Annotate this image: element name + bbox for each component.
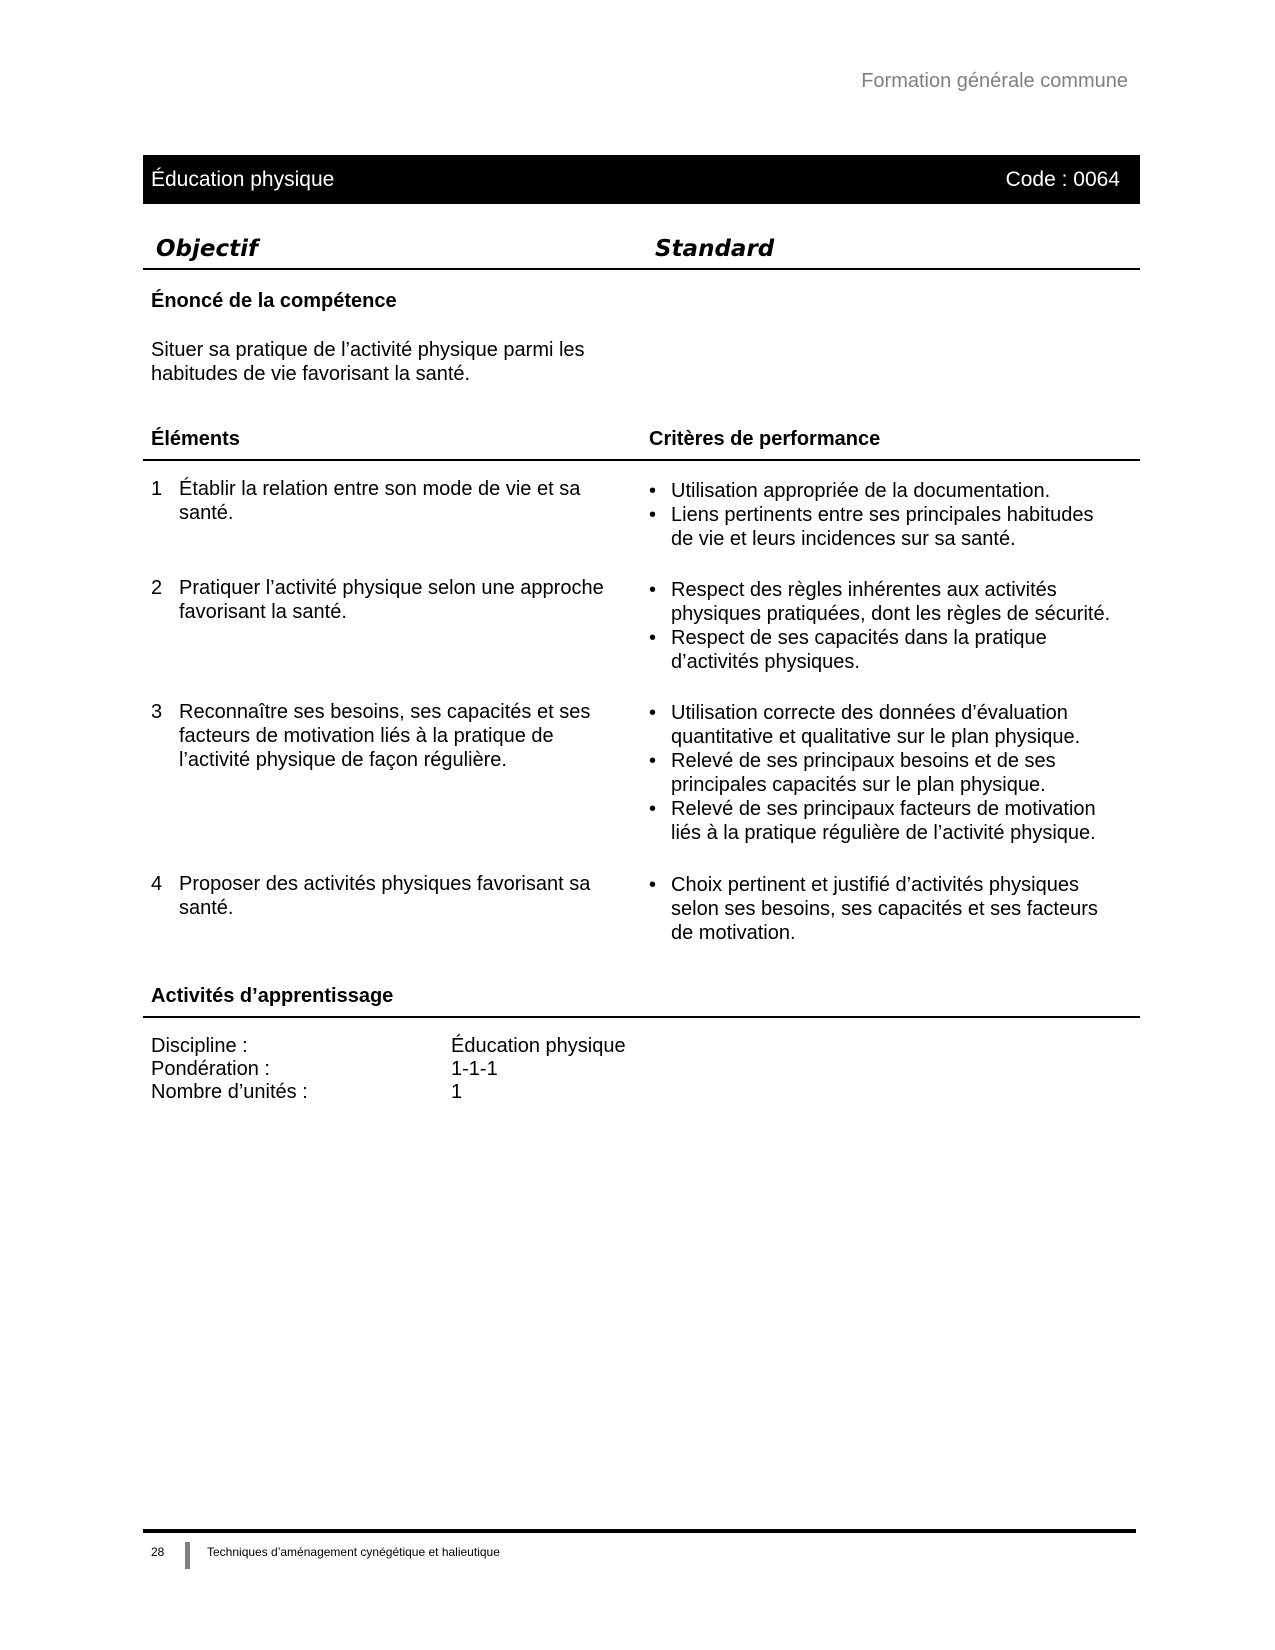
criterion-line: Utilisation appropriée de la documentation. (671, 480, 1051, 502)
element-line: santé. (179, 502, 234, 524)
element-line: Pratiquer l’activité physique selon une approche (179, 577, 604, 599)
element-number: 4 (151, 873, 163, 895)
element-item (151, 477, 631, 525)
page-number: 28 (151, 1545, 165, 1559)
standard-heading: Standard (655, 236, 775, 262)
detail-label: Discipline : (151, 1035, 248, 1057)
element-item (151, 576, 631, 624)
criterion-item (649, 626, 1139, 674)
criterion-item (649, 797, 1139, 845)
detail-label: Pondération : (151, 1058, 270, 1080)
program-title: Techniques d’aménagement cynégétique et halieutique (207, 1545, 500, 1559)
detail-value: 1-1-1 (451, 1058, 498, 1080)
criterion-item (649, 701, 1139, 749)
criterion-line: Respect de ses capacités dans la pratique (671, 627, 1047, 649)
criterion-line: de motivation. (671, 922, 796, 944)
detail-label: Nombre d’unités : (151, 1081, 308, 1103)
criterion-line: d’activités physiques. (671, 651, 860, 673)
detail-row (151, 1035, 626, 1058)
bullet-icon: • (649, 627, 657, 649)
criterion-line: Choix pertinent et justifié d’activités physiques (671, 874, 1079, 896)
activities-heading: Activités d’apprentissage (151, 985, 394, 1007)
element-line: favorisant la santé. (179, 601, 347, 623)
criterion-item (649, 479, 1139, 503)
criterion-line: quantitative et qualitative sur le plan physique. (671, 726, 1081, 748)
element-line: santé. (179, 897, 234, 919)
criterion-line: selon ses besoins, ses capacités et ses facteurs (671, 898, 1098, 920)
element-text (179, 576, 631, 624)
competence-heading: Énoncé de la compétence (151, 290, 397, 312)
competence-line: habitudes de vie favorisant la santé. (151, 363, 471, 385)
criteria-list (649, 479, 1139, 551)
detail-value: Éducation physique (451, 1035, 626, 1057)
objective-heading: Objectif (156, 236, 259, 262)
element-text (179, 872, 631, 920)
element-number: 2 (151, 577, 163, 599)
bullet-icon: • (649, 480, 657, 502)
element-line: l’activité physique de façon régulière. (179, 749, 507, 771)
footer-rule (143, 1529, 1136, 1533)
element-item (151, 872, 631, 920)
criterion-line: de vie et leurs incidences sur sa santé. (671, 528, 1016, 550)
element-line: Établir la relation entre son mode de vie et sa (179, 478, 581, 500)
column-headings (143, 236, 1140, 270)
footer-divider (185, 1542, 190, 1569)
criterion-item (649, 503, 1139, 551)
bullet-icon: • (649, 504, 657, 526)
element-line: Reconnaître ses besoins, ses capacités et ses (179, 701, 591, 723)
criteria-heading: Critères de performance (649, 428, 881, 450)
detail-value: 1 (451, 1081, 463, 1103)
bullet-icon: • (649, 798, 657, 820)
element-number: 3 (151, 701, 163, 723)
elements-heading: Éléments (151, 428, 240, 450)
activities-details (151, 1035, 626, 1104)
criterion-item (649, 578, 1139, 626)
course-title-bar (143, 155, 1140, 204)
criterion-item (649, 749, 1139, 797)
criteria-list (649, 701, 1139, 845)
element-item (151, 700, 631, 772)
element-number: 1 (151, 478, 163, 500)
criterion-line: liés à la pratique régulière de l’activité physique. (671, 822, 1096, 844)
criterion-line: Respect des règles inhérentes aux activités (671, 579, 1057, 601)
criteria-list (649, 578, 1139, 674)
criterion-line: physiques pratiquées, dont les règles de sécurité. (671, 603, 1111, 625)
detail-row (151, 1058, 626, 1081)
criterion-line: Relevé de ses principaux besoins et de ses (671, 750, 1056, 772)
bullet-icon: • (649, 579, 657, 601)
element-text (179, 700, 631, 772)
criterion-line: Liens pertinents entre ses principales habitudes (671, 504, 1094, 526)
criterion-line: principales capacités sur le plan physique. (671, 774, 1046, 796)
activities-header (143, 985, 1140, 1018)
course-code: Code : 0064 (1005, 167, 1120, 191)
criteria-list (649, 873, 1139, 945)
criterion-line: Relevé de ses principaux facteurs de motivation (671, 798, 1096, 820)
running-header: Formation générale commune (861, 70, 1128, 92)
criterion-item (649, 873, 1139, 945)
bullet-icon: • (649, 874, 657, 896)
competence-statement (151, 338, 585, 386)
elements-header (143, 428, 1140, 461)
bullet-icon: • (649, 750, 657, 772)
element-line: facteurs de motivation liés à la pratique de (179, 725, 554, 747)
element-text (179, 477, 631, 525)
bullet-icon: • (649, 702, 657, 724)
detail-row (151, 1081, 626, 1104)
course-title: Éducation physique (151, 167, 335, 191)
element-line: Proposer des activités physiques favorisant sa (179, 873, 591, 895)
criterion-line: Utilisation correcte des données d’évaluation (671, 702, 1068, 724)
competence-line: Situer sa pratique de l’activité physique parmi les (151, 339, 585, 361)
